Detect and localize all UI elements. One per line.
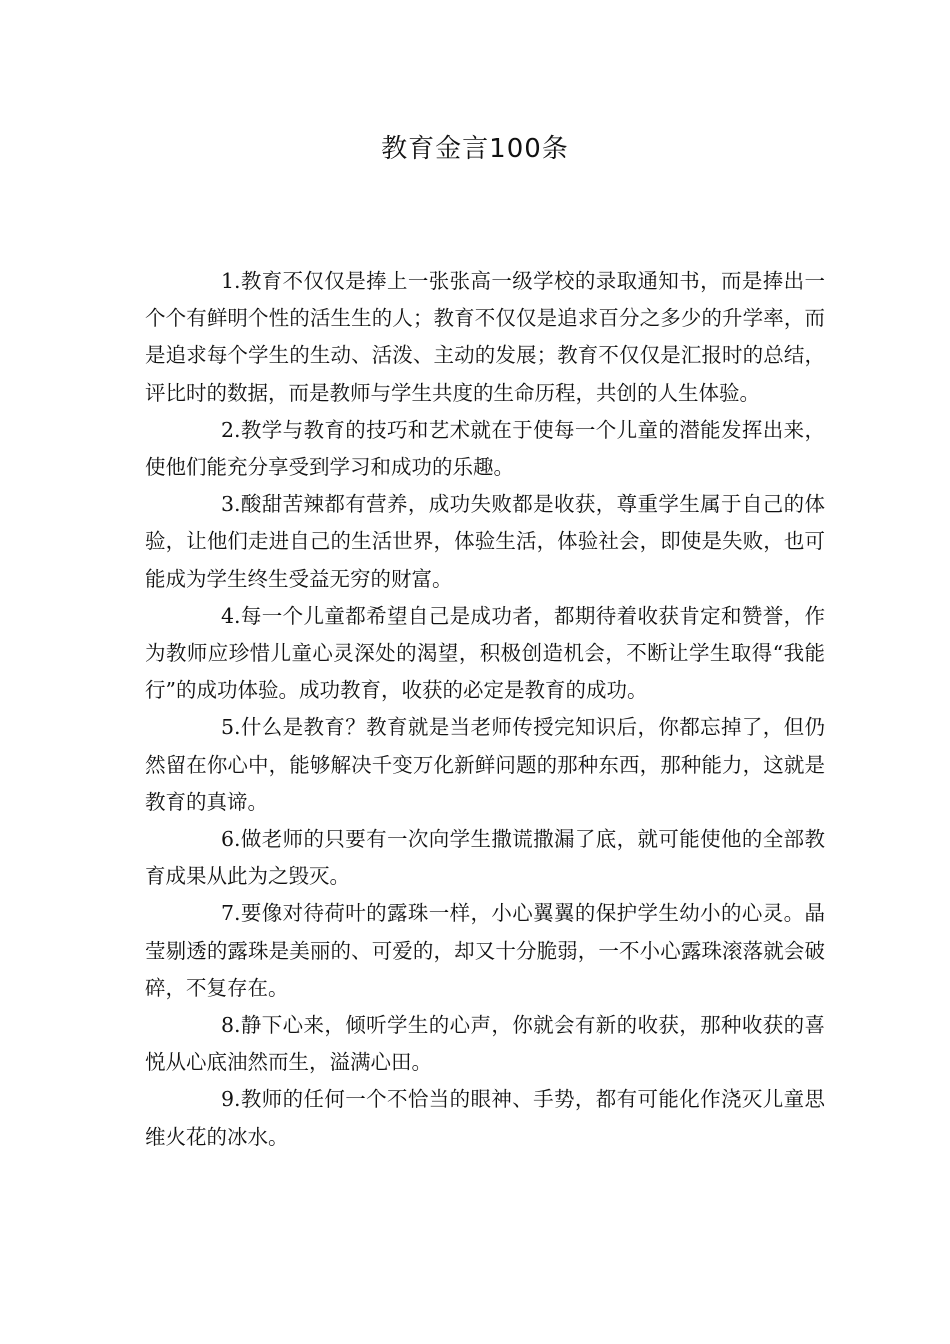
document-title: 教育金言100条 xyxy=(381,134,569,164)
paragraph-1: 1.教育不仅仅是捧上一张张高一级学校的录取通知书，而是捧出一个个有鲜明个性的活生生的人；教育不仅仅是追求百分之多少的升学率，而是追求每个学生的生动、活泼、主动的发展；教育不仅仅是汇报时的总结，评比时的数据，而是教师与学生共度的生命历程，共创的人生体验。 xyxy=(145,269,825,405)
paragraph-6: 6.做老师的只要有一次向学生撒谎撒漏了底，就可能使他的全部教育成果从此为之毁灭。 xyxy=(145,827,825,889)
paragraph-4: 4.每一个儿童都希望自己是成功者，都期待着收获肯定和赞誉，作为教师应珍惜儿童心灵深处的渴望，积极创造机会，不断让学生取得“我能行”的成功体验。成功教育，收获的必定是教育的成功。 xyxy=(145,603,825,703)
paragraph-2: 2.教学与教育的技巧和艺术就在于使每一个儿童的潜能发挥出来，使他们能充分享受到学习和成功的乐趣。 xyxy=(145,417,825,480)
document-body xyxy=(145,263,825,1156)
paragraph-9: 9.教师的任何一个不恰当的眼神、手势，都有可能化作浇灭儿童思维火花的冰水。 xyxy=(145,1087,825,1149)
paragraph-5: 5.什么是教育？教育就是当老师传授完知识后，你都忘掉了，但仍然留在你心中，能够解决千变万化新鲜问题的那种东西，那种能力，这就是教育的真谛。 xyxy=(145,715,825,814)
paragraph-8: 8.静下心来，倾听学生的心声，你就会有新的收获，那种收获的喜悦从心底油然而生，溢满心田。 xyxy=(145,1013,825,1075)
paragraph-3: 3.酸甜苦辣都有营养，成功失败都是收获，尊重学生属于自己的体验，让他们走进自己的生活世界，体验生活，体验社会，即使是失败，也可能成为学生终生受益无穷的财富。 xyxy=(145,492,825,591)
paragraph-7: 7.要像对待荷叶的露珠一样，小心翼翼的保护学生幼小的心灵。晶莹剔透的露珠是美丽的、可爱的，却又十分脆弱，一不小心露珠滚落就会破碎，不复存在。 xyxy=(145,901,825,1000)
